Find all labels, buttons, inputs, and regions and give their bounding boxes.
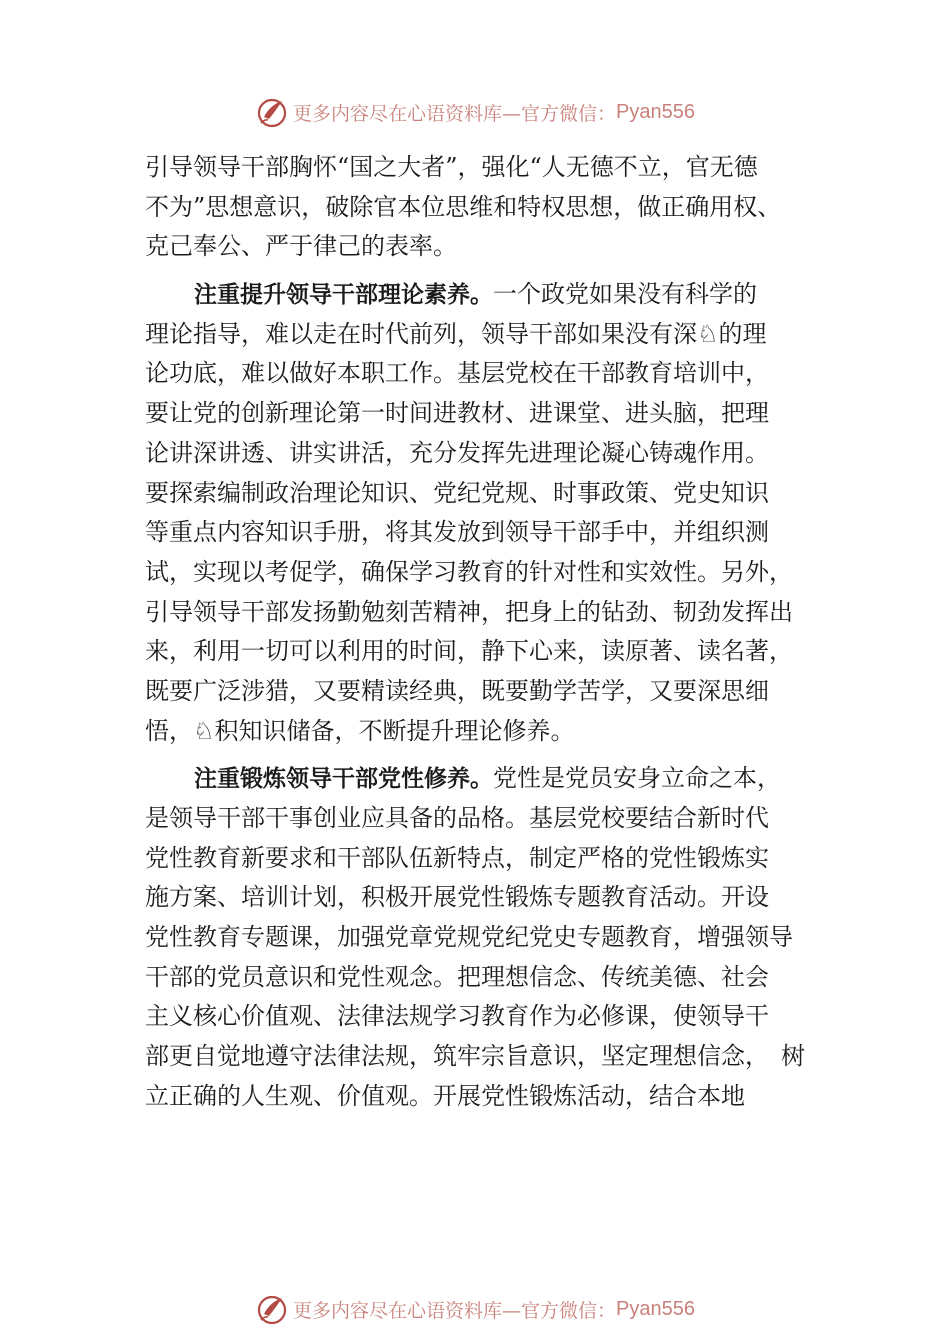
text-line: 论功底，难以做好本职工作。基层党校在干部教育培训中， bbox=[145, 359, 769, 388]
text-line: 论讲深讲透、讲实讲活，充分发挥先进理论凝心铸魂作用。 bbox=[145, 438, 769, 467]
text-line: 不为”思想意识，破除官本位思维和特权思想，做正确用权、 bbox=[145, 192, 782, 221]
document-body bbox=[145, 148, 825, 1117]
text-line: 施方案、培训计划，积极开展党性锻炼专题教育活动。开设 bbox=[145, 883, 769, 912]
text-run: 一个政党如果没有科学的 bbox=[493, 280, 757, 309]
paragraph-lead-line bbox=[145, 275, 825, 315]
text-line: 要让党的创新理论第一时间进教材、进课堂、进头脑，把理 bbox=[145, 399, 769, 428]
text-line: 既要广泛涉猎，又要精读经典，既要勤学苦学，又要深思细 bbox=[145, 676, 769, 705]
header-watermark bbox=[0, 92, 950, 132]
text-line: 试，实现以考促学，确保学习教育的针对性和实效性。另外， bbox=[145, 557, 793, 586]
section-heading: 注重锻炼领导干部党性修养。 bbox=[194, 766, 493, 793]
text-line: 克己奉公、严于律己的表率。 bbox=[145, 232, 457, 261]
footer-watermark bbox=[0, 1289, 950, 1329]
brush-logo-icon bbox=[255, 95, 289, 129]
text-line: 要探索编制政治理论知识、党纪党规、时事政策、党史知识 bbox=[145, 478, 769, 507]
text-line: 引导领导干部发扬勤勉刻苦精神，把身上的钻劲、韧劲发挥出 bbox=[145, 597, 793, 626]
paragraph-lead-line bbox=[145, 759, 825, 799]
watermark-text: 更多内容尽在心语资料库—官方微信： bbox=[293, 1299, 617, 1322]
text-line: 等重点内容知识手册，将其发放到领导干部手中，并组织测 bbox=[145, 518, 769, 547]
section-heading: 注重提升领导干部理论素养。 bbox=[194, 282, 493, 309]
text-line: 主义核心价值观、法律法规学习教育作为必修课，使领导干 bbox=[145, 1002, 769, 1031]
text-run: 党性是党员安身立命之本， bbox=[493, 764, 781, 793]
text-line: 干部的党员意识和党性观念。把理想信念、传统美德、社会 bbox=[145, 962, 769, 991]
text-line: 党性教育新要求和干部队伍新特点，制定严格的党性锻炼实 bbox=[145, 843, 769, 872]
text-line: 部更自觉地遵守法律法规，筑牢宗旨意识，坚定理想信念， 树 bbox=[145, 1042, 805, 1071]
watermark-text: 更多内容尽在心语资料库—官方微信： bbox=[293, 102, 617, 125]
text-line: 悟，♘积知识储备，不断提升理论修养。 bbox=[145, 716, 575, 745]
brush-logo-icon bbox=[255, 1292, 289, 1326]
text-line: 来，利用一切可以利用的时间，静下心来，读原著、读名著， bbox=[145, 637, 793, 666]
text-line: 党性教育专题课，加强党章党规党纪党史专题教育，增强领导 bbox=[145, 923, 793, 952]
watermark-wechat-id: Pyan556 bbox=[616, 100, 695, 123]
text-line: 引导领导干部胸怀“国之大者”，强化“人无德不立，官无德 bbox=[145, 153, 758, 181]
text-line: 理论指导，难以走在时代前列，领导干部如果没有深♘的理 bbox=[145, 319, 767, 348]
text-line: 是领导干部干事创业应具备的品格。基层党校要结合新时代 bbox=[145, 804, 769, 832]
watermark-wechat-id: Pyan556 bbox=[616, 1297, 695, 1320]
text-line: 立正确的人生观、价值观。开展党性锻炼活动，结合本地 bbox=[145, 1081, 745, 1110]
